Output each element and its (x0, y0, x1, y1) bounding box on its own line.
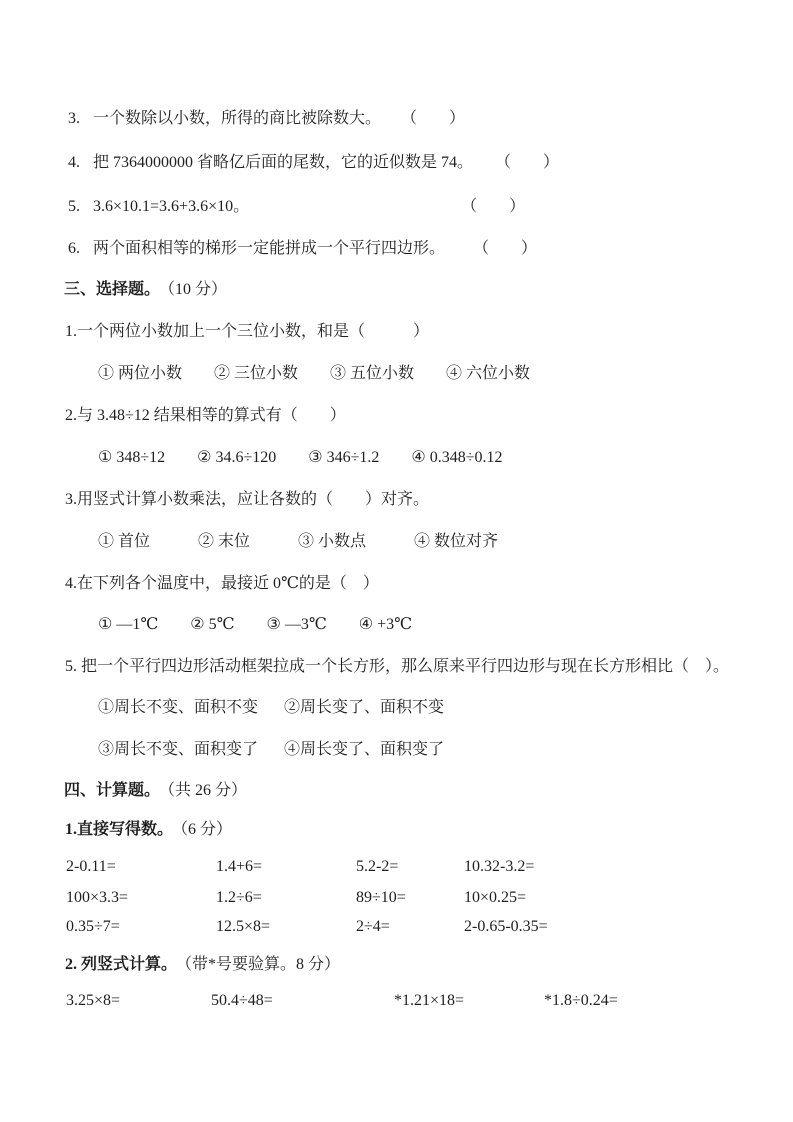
option: ③ 小数点 (298, 533, 367, 550)
vertical-calc-header (65, 954, 340, 976)
section-header-calc (64, 780, 247, 802)
question-number: 4. (68, 154, 80, 171)
subsection-title: 1.直接写得数。 (65, 821, 174, 838)
mental-calc-row-2 (66, 887, 746, 909)
option: ① 首位 (98, 533, 151, 550)
subsection-title: 2. 列竖式计算。 (65, 956, 178, 973)
calc-expression: 12.5×8= (216, 918, 271, 935)
calc-expression: 2÷4= (356, 918, 390, 935)
option: ④周长变了、面积变了 (284, 741, 445, 758)
choice-question-5-options-row-2 (98, 739, 698, 761)
subsection-score: （6 分） (180, 821, 233, 838)
option: ① 两位小数 (98, 365, 183, 382)
calc-expression: 2-0.11= (66, 858, 116, 875)
calc-expression: 5.2-2= (356, 858, 399, 875)
mental-calc-header (65, 819, 232, 841)
option: ①周长不变、面积不变 (98, 699, 259, 716)
choice-question-5-stem: 5. 把一个平行四边形活动框架拉成一个长方形，那么原来平行四边形与现在长方形相比（ ）。 (65, 658, 730, 675)
option: ② 5℃ (190, 616, 235, 633)
option: ① 348÷12 (98, 449, 166, 466)
judgement-item-5 (68, 196, 525, 218)
question-number: 6. (68, 240, 80, 257)
option: ④ 六位小数 (446, 365, 531, 382)
mental-calc-row-1 (66, 856, 746, 878)
calc-expression: 1.2÷6= (216, 889, 262, 906)
question-text: 3.6×10.1=3.6+3.6×10。 (93, 198, 250, 215)
section-title: 四、计算题。 (64, 782, 161, 799)
calc-expression: 3.25×8= (66, 992, 121, 1009)
option: ④ 0.348÷0.12 (411, 449, 503, 466)
choice-question-1-stem: 1.一个两位小数加上一个三位小数，和是（ ） (65, 323, 430, 340)
choice-question-1-options (98, 363, 530, 385)
option: ② 末位 (198, 533, 251, 550)
question-number: 5. (68, 198, 80, 215)
option: ④ 数位对齐 (414, 533, 499, 550)
section-score: （10 分） (167, 281, 228, 298)
question-text: 把 7364000000 省略亿后面的尾数，它的近似数是 74。 (93, 154, 474, 171)
choice-question-4-stem: 4.在下列各个温度中，最接近 0℃的是（ ） (65, 575, 379, 592)
choice-question-3-stem: 3.用竖式计算小数乘法，应让各数的（ ）对齐。 (65, 491, 430, 508)
answer-bracket: （ ） (401, 110, 466, 127)
option: ③周长不变、面积变了 (98, 741, 259, 758)
calc-expression: *1.21×18= (394, 992, 465, 1009)
option: ②周长变了、面积不变 (284, 699, 445, 716)
calc-expression: 2-0.65-0.35= (464, 918, 548, 935)
mental-calc-row-3 (66, 916, 746, 938)
option: ④ +3℃ (358, 616, 413, 633)
choice-question-3-options (98, 531, 498, 553)
judgement-item-3 (68, 108, 465, 130)
question-number: 3. (68, 110, 80, 127)
choice-question-2-stem: 2.与 3.48÷12 结果相等的算式有（ ） (65, 407, 346, 424)
choice-question-5-options-row-1 (98, 697, 698, 719)
option: ② 34.6÷120 (197, 449, 277, 466)
choice-question-4-options (98, 614, 412, 636)
calc-expression: *1.8÷0.24= (544, 992, 618, 1009)
answer-bracket: （ ） (461, 198, 526, 215)
option: ③ —3℃ (266, 616, 327, 633)
section-score: （共 26 分） (167, 782, 248, 799)
calc-expression: 100×3.3= (66, 889, 129, 906)
answer-bracket: （ ） (495, 154, 560, 171)
calc-expression: 10.32-3.2= (464, 858, 535, 875)
section-title: 三、选择题。 (64, 281, 161, 298)
section-header-choice (64, 279, 227, 301)
calc-expression: 0.35÷7= (66, 918, 120, 935)
option: ② 三位小数 (214, 365, 299, 382)
choice-question-2-options (98, 447, 503, 469)
question-text: 一个数除以小数，所得的商比被除数大。 (93, 110, 382, 127)
option: ③ 346÷1.2 (308, 449, 380, 466)
option: ③ 五位小数 (330, 365, 415, 382)
calc-expression: 10×0.25= (464, 889, 527, 906)
calc-expression: 1.4+6= (216, 858, 263, 875)
calc-expression: 89÷10= (356, 889, 406, 906)
answer-bracket: （ ） (473, 240, 538, 257)
vertical-calc-row (66, 990, 746, 1012)
judgement-item-4 (68, 152, 559, 174)
judgement-item-6 (68, 238, 537, 260)
subsection-score: （带*号要验算。8 分） (184, 956, 341, 973)
calc-expression: 50.4÷48= (211, 992, 273, 1009)
question-text: 两个面积相等的梯形一定能拼成一个平行四边形。 (93, 240, 446, 257)
option: ① —1℃ (98, 616, 159, 633)
